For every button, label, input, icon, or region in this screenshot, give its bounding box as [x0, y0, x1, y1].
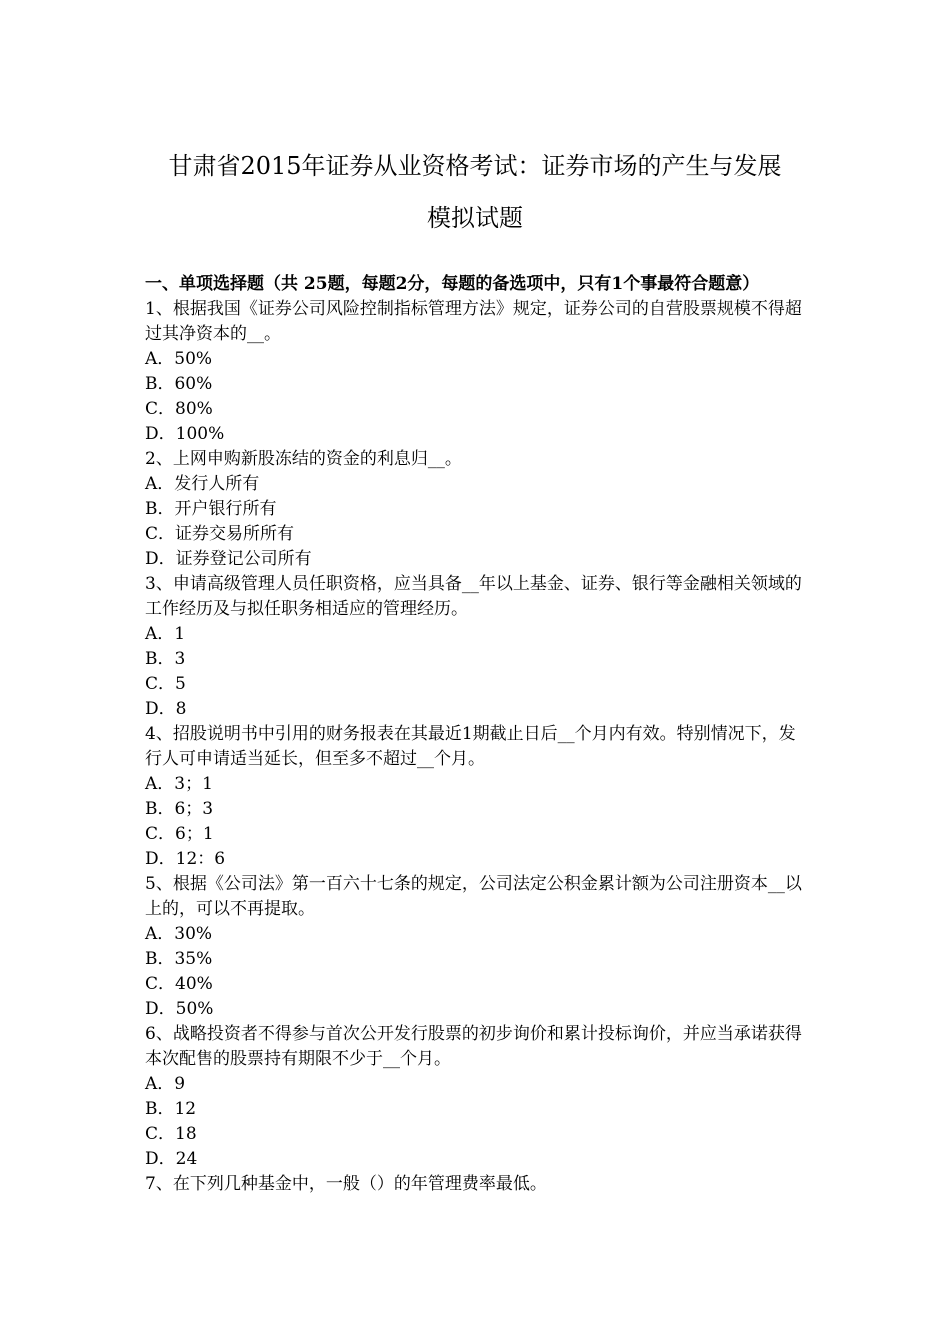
option: D．24 [145, 1149, 198, 1169]
option: B．6；3 [145, 799, 214, 819]
option: C．证券交易所所有 [145, 524, 295, 544]
title-line-2: 模拟试题 [427, 204, 523, 232]
question-stem: 3、申请高级管理人员任职资格，应当具备__年以上基金、证券、银行等金融相关领域的工作经历及与拟任职务相适应的管理经历。 [145, 574, 802, 619]
question-stem: 1、根据我国《证券公司风险控制指标管理方法》规定，证券公司的自营股票规模不得超过其净资本的__。 [145, 299, 802, 344]
option: C．18 [145, 1124, 197, 1144]
option: B．60% [145, 374, 213, 394]
option: B．3 [145, 649, 186, 669]
option: A．1 [145, 624, 186, 644]
option: C．6；1 [145, 824, 214, 844]
question-stem: 5、根据《公司法》第一百六十七条的规定，公司法定公积金累计额为公司注册资本__以上的，可以不再提取。 [145, 874, 802, 919]
document-title [120, 140, 830, 244]
option: A．9 [145, 1074, 186, 1094]
option: C．40% [145, 974, 213, 994]
option: B．开户银行所有 [145, 499, 277, 519]
title-line-1: 甘肃省2015年证券从业资格考试：证券市场的产生与发展 [168, 152, 782, 180]
option: A．发行人所有 [145, 474, 260, 494]
option: A．50% [145, 349, 213, 369]
option: D．证券登记公司所有 [145, 549, 312, 569]
option: B．12 [145, 1099, 197, 1119]
option: D．8 [145, 699, 187, 719]
option: A．3；1 [145, 774, 213, 794]
option: D．12：6 [145, 849, 226, 869]
option: D．50% [145, 999, 214, 1019]
question-stem: 6、战略投资者不得参与首次公开发行股票的初步询价和累计投标询价，并应当承诺获得本次配售的股票持有期限不少于__个月。 [145, 1024, 802, 1069]
question-stem: 4、招股说明书中引用的财务报表在其最近1期截止日后__个月内有效。特别情况下，发行人可申请适当延长，但至多不超过__个月。 [145, 724, 796, 769]
option: C．5 [145, 674, 186, 694]
question-stem: 2、上网申购新股冻结的资金的利息归__。 [145, 449, 462, 469]
option: D．100% [145, 424, 225, 444]
section-heading: 一、单项选择题（共 25题，每题2分，每题的备选项中，只有1个事最符合题意） [145, 274, 760, 294]
option: C．80% [145, 399, 213, 419]
question-list [145, 272, 810, 1197]
question-stem: 7、在下列几种基金中，一般（）的年管理费率最低。 [145, 1174, 547, 1194]
option: B．35% [145, 949, 213, 969]
option: A．30% [145, 924, 213, 944]
